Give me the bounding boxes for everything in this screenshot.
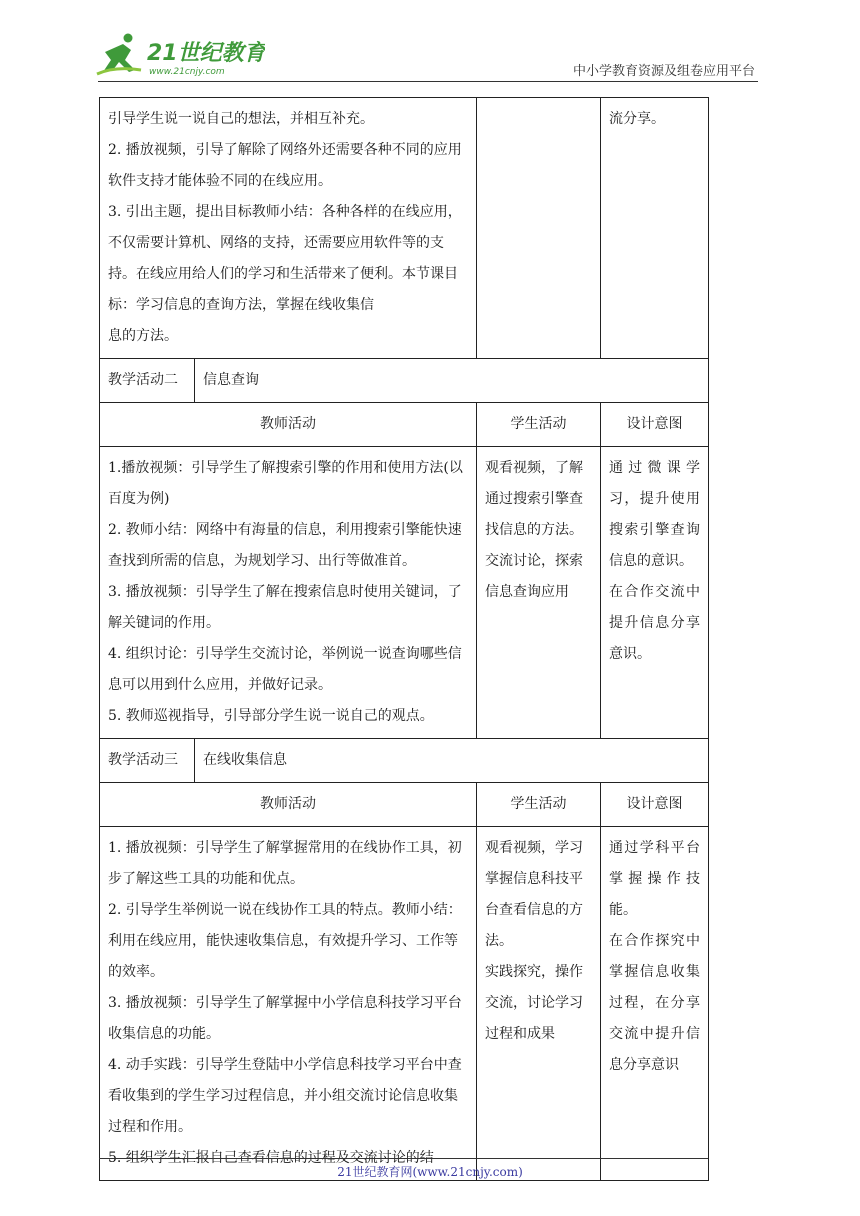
activity-label: 教学活动二 [100, 359, 195, 403]
column-header-teacher: 教师活动 [100, 783, 477, 827]
site-logo [95, 30, 265, 80]
column-header-student: 学生活动 [477, 783, 601, 827]
column-header-teacher: 教师活动 [100, 403, 477, 447]
teacher-activity-cell [100, 447, 477, 739]
list-item: 1. 播放视频：引导学生了解掌握常用的在线协作工具，初步了解这些工具的功能和优点。 [108, 840, 462, 887]
list-item: 3. 引出主题，提出目标教师小结：各种各样的在线应用，不仅需要计算机、网络的支持，还需要应用软件等的支持。在线应用给人们的学习和生活带来了便利。本节课目标：学习信息的查询方法，掌握在线收集信 [108, 204, 462, 313]
student-activity-cell [477, 98, 601, 359]
activity-title: 信息查询 [195, 359, 709, 403]
list-item: 1.播放视频：引导学生了解搜索引擎的作用和使用方法(以百度为例) [108, 460, 463, 507]
list-item: 3. 播放视频：引导学生了解掌握中小学信息科技学习平台收集信息的功能。 [108, 995, 462, 1042]
footer-divider [99, 1158, 708, 1159]
list-item: 在合作交流中提升信息分享意识。 [609, 584, 700, 662]
logo-url: www.21cnjy.com [149, 67, 225, 77]
list-item: 4. 组织讨论：引导学生交流讨论，举例说一说查询哪些信息可以用到什么应用，并做好记录。 [108, 646, 462, 693]
list-item: 在合作探究中掌握信息收集过程，在分享交流中提升信息分享意识 [609, 933, 700, 1073]
column-header-student: 学生活动 [477, 403, 601, 447]
list-item: 通过微课学习，提升使用搜索引擎查询信息的意识。 [609, 460, 700, 569]
footer-text: 21世纪教育网(www.21cnjy.com) [337, 1165, 523, 1179]
lesson-plan-table [99, 97, 709, 1181]
header-platform-text: 中小学教育资源及组卷应用平台 [572, 64, 755, 79]
list-item: 2. 引导学生举例说一说在线协作工具的特点。教师小结：利用在线应用，能快速收集信息，有效提升学习、工作等的效率。 [108, 902, 462, 980]
table-row [100, 403, 709, 447]
list-item: 5. 组织学生汇报自己查看信息的过程及交流讨论的结 [108, 1150, 434, 1166]
table-row [100, 447, 709, 739]
list-item: 实践探究，操作交流，讨论学习过程和成果 [485, 964, 583, 1042]
student-activity-cell [477, 447, 601, 739]
teacher-activity-cell [100, 98, 477, 359]
list-item: 2. 教师小结：网络中有海量的信息，利用搜索引擎能快速查找到所需的信息，为规划学习、出行等做准首。 [108, 522, 462, 569]
design-intent-cell: 流分享。 [601, 98, 709, 359]
list-item: 2. 播放视频，引导了解除了网络外还需要各种不同的应用软件支持才能体验不同的在线应用。 [108, 142, 462, 189]
design-intent-cell [601, 447, 709, 739]
list-item: 引导学生说一说自己的想法，并相互补充。 [108, 111, 374, 127]
list-item: 观看视频，了解通过搜索引擎查找信息的方法。 [485, 460, 583, 538]
teacher-activity-cell [100, 827, 477, 1181]
column-header-design: 设计意图 [601, 403, 709, 447]
list-item: 5. 教师巡视指导，引导部分学生说一说自己的观点。 [108, 708, 434, 724]
list-item: 观看视频，学习掌握信息科技平台查看信息的方法。 [485, 840, 583, 949]
list-item: 3. 播放视频：引导学生了解在搜索信息时使用关键词，了解关键词的作用。 [108, 584, 462, 631]
table-row [100, 739, 709, 783]
table-row [100, 359, 709, 403]
logo-text: 21世纪教育 [147, 41, 265, 66]
list-item: 4. 动手实践：引导学生登陆中小学信息科技学习平台中查看收集到的学生学习过程信息，并小组交流讨论信息收集过程和作用。 [108, 1057, 462, 1135]
table-row [100, 827, 709, 1181]
activity-title: 在线收集信息 [195, 739, 709, 783]
activity-label: 教学活动三 [100, 739, 195, 783]
list-item: 通过学科平台掌握操作技能。 [609, 840, 700, 918]
list-item: 交流讨论，探索信息查询应用 [485, 553, 583, 600]
header-divider [98, 81, 758, 82]
column-header-design: 设计意图 [601, 783, 709, 827]
list-item: 息的方法。 [108, 328, 178, 344]
design-intent-cell [601, 827, 709, 1181]
table-row [100, 783, 709, 827]
table-row [100, 98, 709, 359]
student-activity-cell [477, 827, 601, 1181]
